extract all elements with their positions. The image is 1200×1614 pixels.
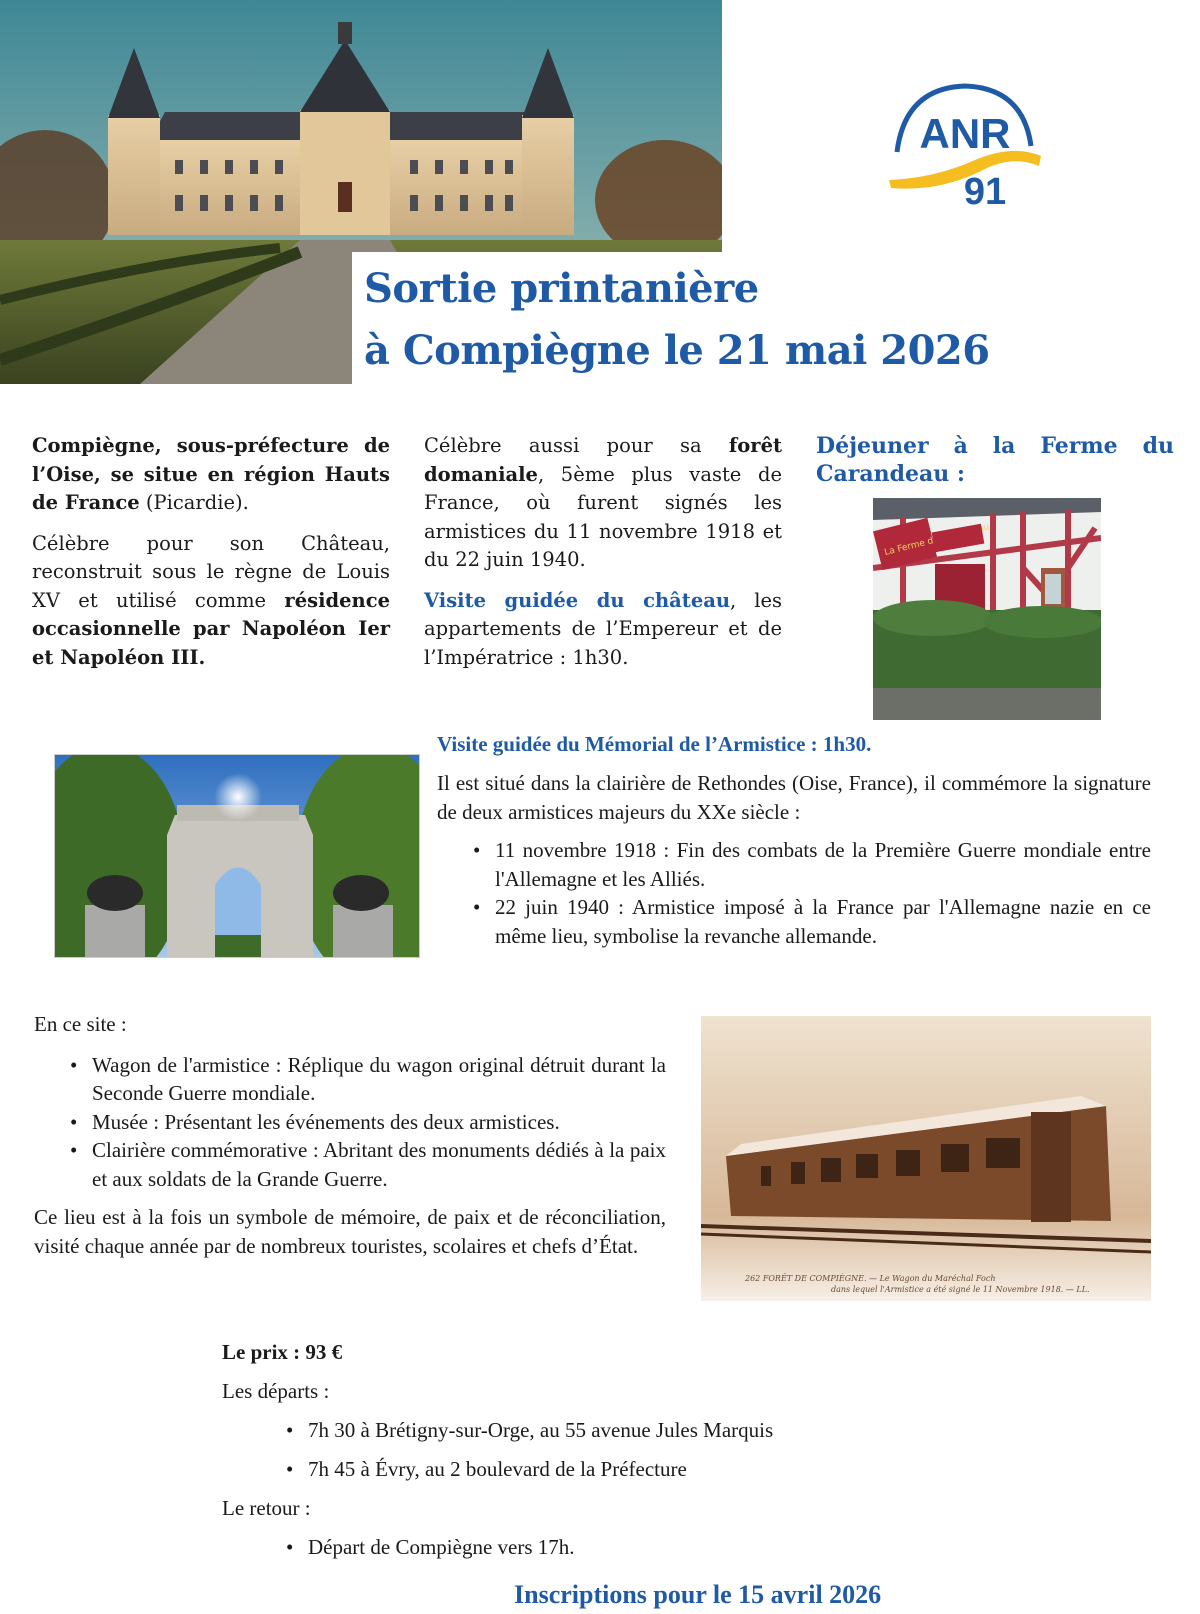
site-item-text: Clairière commémorative : Abritant des monuments dédiés à la paix et aux soldats de la Grande Guerre. xyxy=(92,1138,666,1191)
bullet-icon: • xyxy=(286,1457,294,1481)
wagon-foch-postcard xyxy=(701,1016,1151,1301)
title-box xyxy=(352,252,1052,387)
farm-illustration xyxy=(873,498,1101,720)
forest-paragraph xyxy=(424,432,782,575)
price: Le prix : 93 € xyxy=(222,1340,343,1364)
site-item-text: Musée : Présentant les événements des deux armistices. xyxy=(92,1109,560,1134)
site-item-text: Wagon de l'armistice : Réplique du wagon original détruit durant la Seconde Guerre mondiale. xyxy=(92,1052,666,1105)
postcard-caption-line-2: dans lequel l'Armistice a été signé le 11 Novembre 1918. — LL. xyxy=(831,1285,1090,1294)
forest-text-rest: , 5ème plus vaste de France, où furent signés les armistices du 11 novembre 1918 et du 22 juin 1940. xyxy=(424,462,782,571)
bullet-icon: • xyxy=(473,895,481,919)
departures-label: Les départs : xyxy=(222,1379,330,1403)
page-title-line-1: Sortie printanière xyxy=(364,265,759,312)
memorial-section xyxy=(437,732,1151,950)
memorial-title: Visite guidée du Mémorial de l’Armistice : 1h30. xyxy=(437,732,872,756)
intro-residence-bold: résidence occasionnelle par Napoléon Ier et Napoléon III. xyxy=(32,588,390,669)
intro-chateau-text: Célèbre pour son Château, reconstruit sous le règne de Louis XV et utilisé comme xyxy=(32,531,390,612)
return-text: Départ de Compiègne vers 17h. xyxy=(308,1535,575,1559)
intro-paragraph-2 xyxy=(32,530,390,673)
armistice-item-1940 xyxy=(437,893,1151,950)
memorial-intro: Il est situé dans la clairière de Rethondes (Oise, France), il commémore la signature de deux armistices majeurs du XXe siècle : xyxy=(437,771,1151,824)
practical-info xyxy=(222,1340,1022,1574)
site-item-clairiere xyxy=(34,1136,666,1193)
departure-item xyxy=(222,1418,1022,1443)
ferme-du-carandeau-photo xyxy=(873,498,1101,720)
chateau-visit-paragraph xyxy=(424,587,782,673)
intro-region-note: (Picardie). xyxy=(139,491,249,514)
bullet-icon: • xyxy=(70,1138,78,1162)
intro-paragraph-1 xyxy=(32,432,390,518)
armistice-list xyxy=(437,836,1151,950)
return-list xyxy=(222,1535,1022,1560)
chateau-visit-details: , les appartements de l’Empereur et de l’Impératrice : 1h30. xyxy=(424,588,782,669)
site-closing: Ce lieu est à la fois un symbole de mémoire, de paix et de réconciliation, visité chaque année par de nombreux touristes, scolaires et chefs d’État. xyxy=(34,1205,666,1258)
site-item-musee xyxy=(34,1108,666,1137)
site-section xyxy=(34,1010,666,1260)
armistice-item-1918 xyxy=(437,836,1151,893)
memorial-arch-photo xyxy=(54,754,420,958)
site-item-wagon xyxy=(34,1051,666,1108)
memorial-illustration xyxy=(55,755,420,958)
site-lead: En ce site : xyxy=(34,1012,127,1036)
departures-list xyxy=(222,1418,1022,1482)
bullet-icon: • xyxy=(286,1535,294,1559)
lunch-heading: Déjeuner à la Ferme du Carandeau : xyxy=(816,433,1174,487)
armistice-item-text: 11 novembre 1918 : Fin des combats de la Première Guerre mondiale entre l'Allemagne et les Alliés. xyxy=(495,838,1151,891)
armistice-item-text: 22 juin 1940 : Armistice imposé à la France par l'Allemagne nazie en ce même lieu, symbolise la revanche allemande. xyxy=(495,895,1151,948)
postcard-caption xyxy=(701,1273,1151,1295)
farm-sign-text: La Ferme xyxy=(883,538,927,559)
forest-text-start: Célèbre aussi pour sa xyxy=(424,434,729,457)
intro-location-bold: Compiègne, sous-préfecture de l’Oise, se situe en région Hauts de France xyxy=(32,434,390,514)
bullet-icon: • xyxy=(70,1109,78,1134)
intro-column xyxy=(32,432,390,684)
anr-91-logo xyxy=(885,80,1045,210)
bullet-icon: • xyxy=(473,838,481,862)
bullet-icon: • xyxy=(286,1418,294,1442)
signup-deadline: Inscriptions pour le 15 avril 2026 xyxy=(514,1580,882,1609)
wagon-illustration xyxy=(701,1016,1151,1301)
departure-text: 7h 30 à Brétigny-sur-Orge, au 55 avenue Jules Marquis xyxy=(308,1418,774,1442)
return-item xyxy=(222,1535,1022,1560)
page-title-line-2: à Compiègne le 21 mai 2026 xyxy=(364,327,990,374)
site-list xyxy=(34,1051,666,1194)
chateau-visit-highlight: Visite guidée du château xyxy=(424,588,731,612)
return-label: Le retour : xyxy=(222,1496,311,1520)
logo-number: 91 xyxy=(963,171,1007,210)
anr-logo-icon xyxy=(885,80,1045,210)
departure-text: 7h 45 à Évry, au 2 boulevard de la Préfecture xyxy=(308,1457,687,1481)
departure-item xyxy=(222,1457,1022,1482)
postcard-caption-line-1: 262 FORÊT DE COMPIÈGNE. — Le Wagon du Maréchal Foch xyxy=(745,1274,996,1283)
forest-column xyxy=(424,432,782,684)
forest-bold: forêt domaniale xyxy=(424,434,782,486)
bullet-icon: • xyxy=(70,1052,78,1077)
logo-text: ANR xyxy=(919,110,1011,157)
